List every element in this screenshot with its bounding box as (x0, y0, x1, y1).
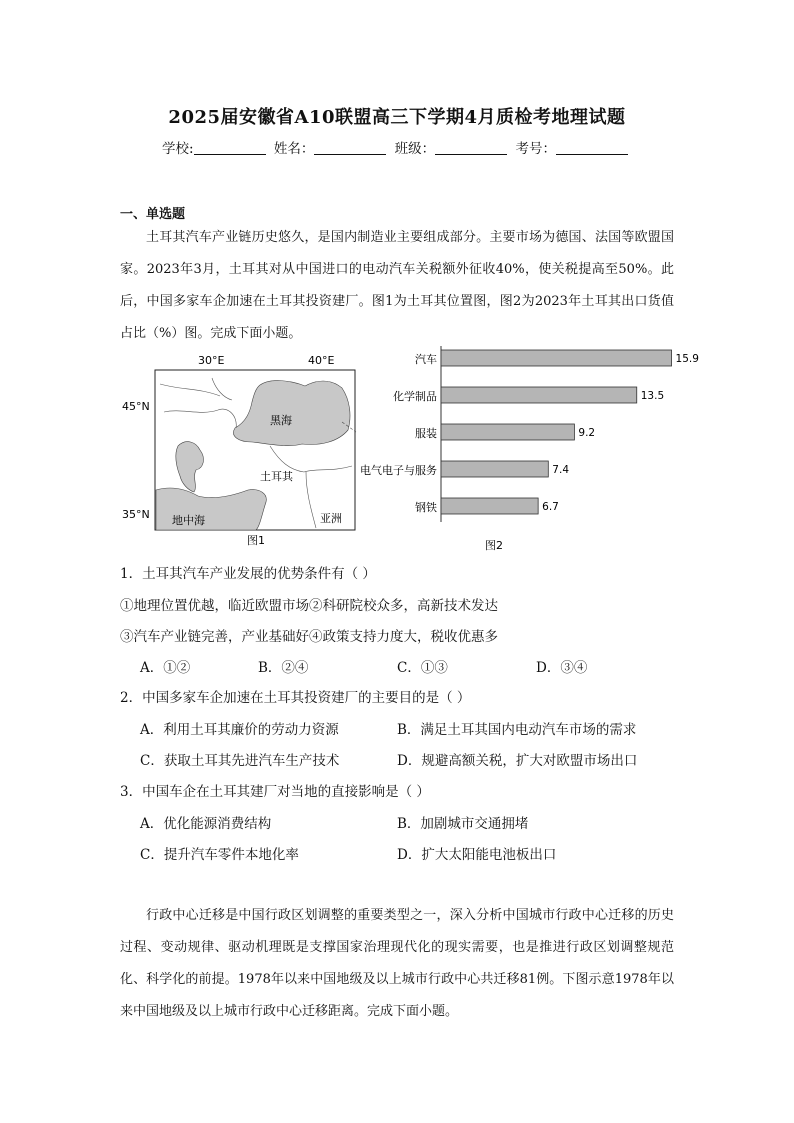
bar-category-label: 服装 (415, 427, 437, 440)
question-2-option-b[interactable]: B．满足土耳其国内电动汽车市场的需求 (397, 722, 637, 738)
question-2-stem: 2．中国多家车企加速在土耳其投资建厂的主要目的是（ ） (120, 690, 471, 706)
bar-category-label: 化学制品 (393, 390, 437, 403)
school-blank (194, 141, 266, 155)
page-title: 2025届安徽省A10联盟高三下学期4月质检考地理试题 (168, 107, 626, 128)
bar-value-label: 15.9 (675, 353, 699, 365)
bar (441, 498, 538, 514)
class-blank (435, 141, 507, 155)
question-1-option-c[interactable]: C．①③ (397, 660, 448, 676)
passage-turkey: 土耳其汽车产业链历史悠久，是国内制造业主要组成部分。主要市场为德国、法国等欧盟国家。2023年3月，土耳其对从中国进口的电动汽车关税额外征收40%，使关税提高至50%。此后，中国多家车企加速在土耳其投资建厂。图1为土耳其位置图，图2为2023年土耳其出口货值占比（%）图。完成下面小题。 (120, 230, 674, 341)
lon-label-40e: 40°E (308, 354, 335, 367)
bar-category-label: 钢铁 (415, 501, 437, 514)
bar-value-label: 6.7 (542, 501, 559, 513)
figure2-caption: 图2 (485, 539, 503, 552)
passage-admin-center: 行政中心迁移是中国行政区划调整的重要类型之一，深入分析中国城市行政中心迁移的历史过程、变动规律、驱动机理既是支撑国家治理现代化的现实需要，也是推进行政区划调整规范化、科学化的前提。1978年以来中国地级及以上城市行政中心共迁移81例。下图示意1978年以来中国地级及以上城市行政中心迁移距离。完成下面小题。 (120, 908, 674, 1019)
bar (441, 424, 574, 440)
question-3-option-c[interactable]: C．提升汽车零件本地化率 (140, 847, 299, 863)
black-sea-label: 黑海 (270, 414, 292, 427)
question-1-option-d[interactable]: D．③④ (536, 660, 588, 676)
question-1-stem: 1．土耳其汽车产业发展的优势条件有（ ） (120, 566, 376, 582)
bar-value-label: 7.4 (552, 464, 570, 476)
question-1-statement-2: ③汽车产业链完善，产业基础好④政策支持力度大，税收优惠多 (120, 629, 498, 645)
name-label: 姓名： (273, 141, 315, 157)
question-2-option-a[interactable]: A．利用土耳其廉价的劳动力资源 (140, 722, 339, 738)
question-1-option-b[interactable]: B．②④ (258, 660, 309, 676)
question-2-option-d[interactable]: D．规避高额关税，扩大对欧盟市场出口 (397, 753, 638, 769)
question-1-option-a[interactable]: A．①② (140, 660, 191, 676)
figure1-caption: 图1 (247, 534, 265, 547)
asia-label: 亚洲 (320, 512, 342, 525)
question-3-stem: 3．中国车企在土耳其建厂对当地的直接影响是（ ） (120, 784, 430, 800)
bar-value-label: 13.5 (640, 390, 665, 402)
bar (441, 350, 672, 366)
exam-number-blank (556, 141, 628, 155)
bar-category-label: 电气电子与服务 (360, 464, 437, 477)
turkey-label: 土耳其 (260, 470, 293, 483)
question-3-option-a[interactable]: A．优化能源消费结构 (140, 816, 272, 832)
turkey-location-map (120, 350, 360, 550)
student-info-line (0, 137, 794, 157)
question-3-option-b[interactable]: B．加剧城市交通拥堵 (397, 816, 529, 832)
question-1-statement-1: ①地理位置优越，临近欧盟市场②科研院校众多，高新技术发达 (120, 598, 498, 614)
lon-label-30e: 30°E (198, 354, 225, 367)
bar (441, 461, 548, 477)
school-label: 学校: (162, 141, 194, 157)
lat-label-45n: 45°N (122, 400, 150, 413)
class-label: 班级： (394, 141, 436, 157)
question-2-option-c[interactable]: C．获取土耳其先进汽车生产技术 (140, 753, 340, 769)
bar (441, 387, 637, 403)
bar-category-label: 汽车 (415, 353, 437, 366)
export-share-bar-chart (355, 342, 699, 552)
exam-number-label: 考号： (515, 141, 556, 157)
lat-label-35n: 35°N (122, 508, 150, 521)
section-heading: 一、单选题 (120, 207, 186, 222)
bar-value-label: 9.2 (578, 427, 596, 439)
name-blank (314, 141, 386, 155)
mediterranean-label: 地中海 (172, 514, 205, 527)
question-3-option-d[interactable]: D．扩大太阳能电池板出口 (397, 847, 557, 863)
